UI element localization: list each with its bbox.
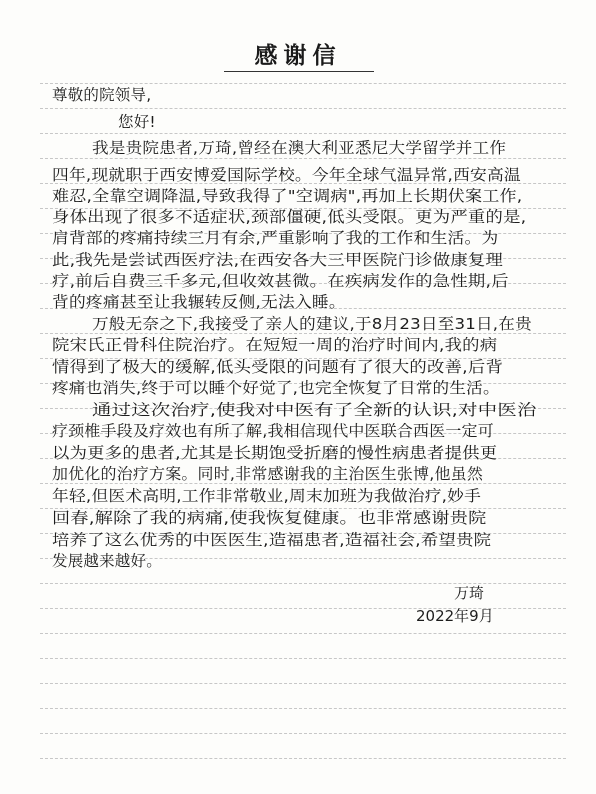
ruled-line — [40, 733, 566, 734]
body-line: 加优化的治疗方案。同时,非常感谢我的主治医生张博,他虽然 — [52, 465, 484, 483]
body-line: 发展越来越好。 — [52, 552, 162, 570]
ruled-line — [40, 708, 566, 709]
body-line: 疗,前后自费三千多元,但收效甚微。在疾病发作的急性期,后 — [52, 272, 509, 290]
body-line: 院宋氏正骨科住院治疗。在短短一周的治疗时间内,我的病 — [52, 336, 498, 354]
body-line: 难忍,全靠空调降温,导致我得了"空调病",再加上长期伏案工作, — [52, 187, 523, 205]
title-underline — [224, 71, 374, 72]
body-line: 培养了这么优秀的中医医生,造福患者,造福社会,希望贵院 — [52, 531, 492, 549]
signature: 万琦 — [454, 584, 485, 602]
salutation: 尊敬的院领导, — [52, 86, 152, 104]
body-line: 万般无奈之下,我接受了亲人的建议,于8月23日至31日,在贵 — [92, 315, 532, 333]
body-line: 四年,现就职于西安博爱国际学校。今年全球气温异常,西安高温 — [52, 166, 521, 184]
ruled-line — [40, 83, 566, 84]
body-line: 我是贵院患者,万琦,曾经在澳大利亚悉尼大学留学并工作 — [92, 139, 507, 157]
ruled-line — [40, 758, 566, 759]
body-line: 通过这次治疗,使我对中医有了全新的认识,对中医治 — [92, 401, 537, 419]
body-line: 疗颈椎手段及疗效也有所了解,我相信现代中医联合西医一定可 — [52, 422, 494, 440]
body-line: 年轻,但医术高明,工作非常敬业,周末加班为我做治疗,妙手 — [52, 487, 482, 505]
ruled-line — [40, 683, 566, 684]
body-line: 疼痛也消失,终于可以睡个好觉了,也完全恢复了日常的生活。 — [52, 379, 500, 397]
body-line: 回春,解除了我的病痛,使我恢复健康。也非常感谢贵院 — [52, 509, 487, 527]
date: 2022年9月 — [416, 607, 494, 625]
greeting: 您好! — [118, 113, 156, 131]
ruled-line — [40, 583, 566, 584]
body-line: 情得到了极大的缓解,低头受限的问题有了很大的改善,后背 — [52, 358, 504, 376]
ruled-line — [40, 158, 566, 159]
letter-title: 感谢信 — [254, 43, 342, 69]
body-line: 以为更多的患者,尤其是长期饱受折磨的慢性病患者提供更 — [52, 444, 498, 462]
ruled-line — [40, 108, 566, 109]
ruled-line — [40, 133, 566, 134]
body-line: 背的疼痛甚至让我辗转反侧,无法入睡。 — [52, 293, 346, 311]
body-line: 肩背部的疼痛持续三月有余,严重影响了我的工作和生活。为 — [52, 229, 499, 247]
body-line: 此,我先是尝试西医疗法,在西安各大三甲医院门诊做康复理 — [52, 251, 504, 269]
body-line: 身体出现了很多不适症状,颈部僵硬,低头受限。更为严重的是, — [52, 208, 527, 226]
ruled-line — [40, 633, 566, 634]
ruled-line — [40, 658, 566, 659]
